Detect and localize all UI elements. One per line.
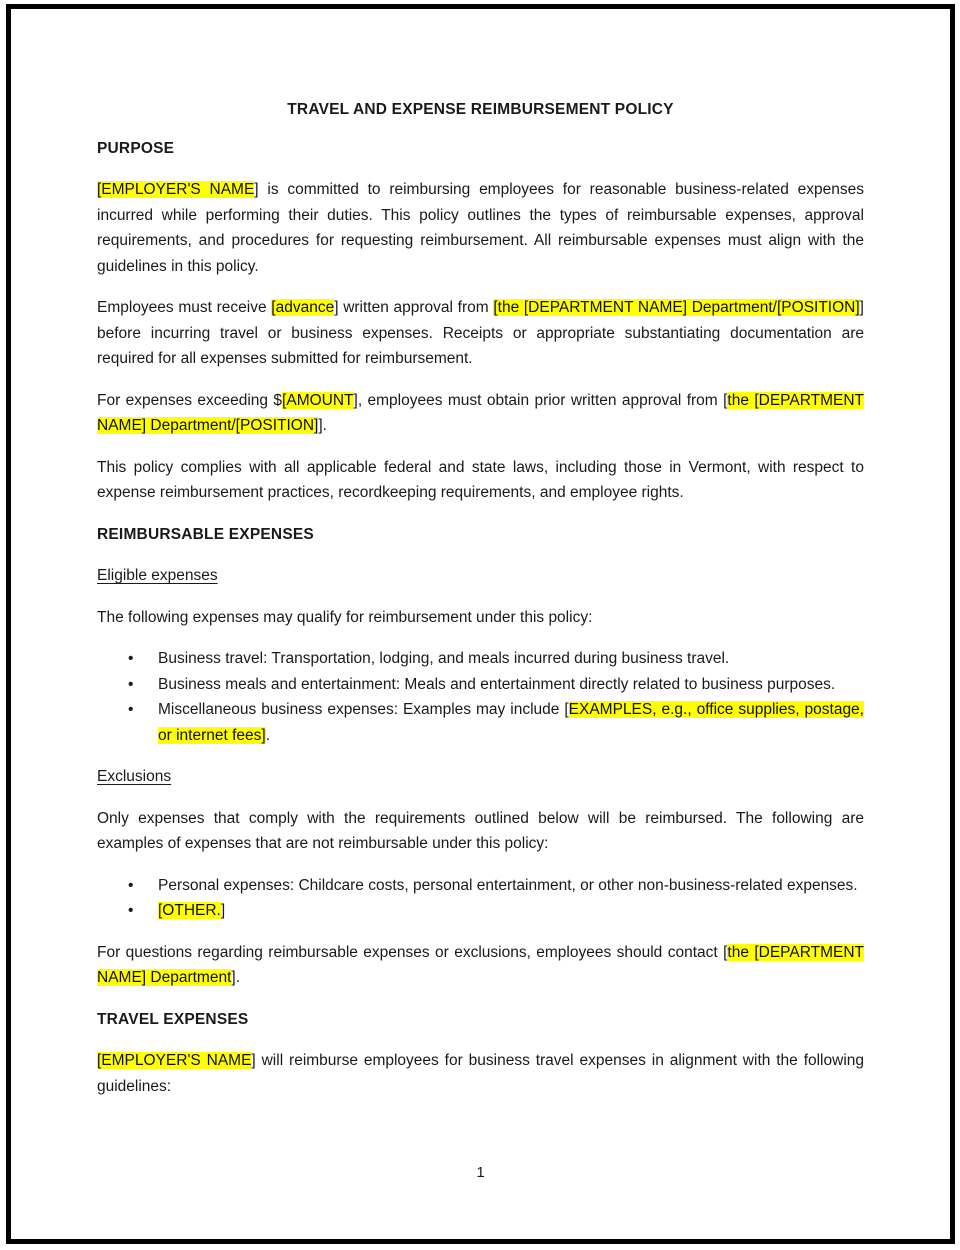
placeholder-highlight: [advance (271, 299, 335, 316)
list-item-text (158, 676, 835, 693)
text-run: Employees must receive (97, 299, 272, 316)
text-run: TRAVEL EXPENSES (97, 1010, 249, 1028)
paragraph (97, 388, 864, 439)
bullet-icon: • (128, 876, 134, 894)
text-run: ] is committed to reimbursing employees for reasonable business-related expenses incurred while performing their duties. This policy outlines the types of reimbursable expenses, approval requirements, and procedures for requesting reimbursement. All reimbursable expenses must align with the guidelines in this policy. (97, 181, 864, 275)
section-heading (97, 1007, 864, 1033)
text-run: Exclusions (97, 768, 172, 785)
text-run: For questions regarding reimbursable expenses or exclusions, employees should contact [ (97, 943, 728, 961)
bullet-list (97, 873, 864, 924)
paragraph (97, 455, 864, 506)
list-item-text (158, 650, 729, 667)
text-run: ] before incurring travel or business expenses. Receipts or appropriate substantiating documentation are required for all expenses submitted for reimbursement. (97, 299, 864, 367)
list-item-text (158, 877, 858, 894)
bullet-icon: • (128, 675, 134, 693)
document-title: TRAVEL AND EXPENSE REIMBURSEMENT POLICY (287, 101, 674, 118)
text-run: ]. (318, 417, 327, 434)
text-run: Business travel: Transportation, lodging, and meals incurred during business travel. (158, 650, 730, 667)
list-item (97, 697, 864, 748)
text-run: For expenses exceeding $ (97, 391, 283, 409)
list-item (97, 646, 864, 672)
list-item-text (158, 701, 864, 744)
text-run: ] (220, 902, 226, 919)
text-run: REIMBURSABLE EXPENSES (97, 525, 314, 543)
section-heading (97, 136, 864, 162)
placeholder-highlight: [the [DEPARTMENT NAME] Department/[POSITION] (493, 299, 860, 316)
list-item-text (158, 902, 225, 919)
text-run: ] written approval from (334, 299, 494, 316)
subsection-heading (97, 563, 864, 589)
list-item (97, 873, 864, 899)
paragraph (97, 940, 864, 991)
text-run: Only expenses that comply with the requirements outlined below will be reimbursed. The following are examples of expenses that are not reimbursable under this policy: (97, 809, 864, 852)
bullet-icon: • (128, 701, 134, 718)
bullet-list (97, 646, 864, 748)
section-heading (97, 522, 864, 548)
paragraph (97, 177, 864, 279)
paragraph (97, 806, 864, 857)
text-run: Personal expenses: Childcare costs, personal entertainment, or other non-business-related expenses. (158, 876, 858, 894)
text-run: Business meals and entertainment: Meals and entertainment directly related to business purposes. (158, 675, 836, 693)
paragraph (97, 605, 864, 631)
text-run: PURPOSE (97, 139, 175, 157)
text-run: . (265, 726, 271, 744)
placeholder-highlight: [EMPLOYER'S NAME (97, 181, 255, 198)
subsection-heading (97, 764, 864, 790)
placeholder-highlight: [EMPLOYER'S NAME (97, 1052, 252, 1069)
paragraph (97, 295, 864, 372)
list-item (97, 672, 864, 698)
document-body (97, 136, 864, 1100)
text-run: Eligible expenses (97, 567, 218, 584)
text-run: ], employees must obtain prior written approval from [ (353, 391, 728, 409)
text-run: The following expenses may qualify for reimbursement under this policy: (97, 608, 593, 626)
text-run: This policy complies with all applicable federal and state laws, including those in Vermont, with respect to expense reimbursement practices, recordkeeping requirements, and employee rights. (97, 458, 864, 501)
placeholder-highlight: [OTHER. (158, 902, 221, 919)
placeholder-highlight: [AMOUNT (282, 391, 354, 409)
paragraph (97, 1048, 864, 1099)
list-item (97, 898, 864, 924)
bullet-icon: • (128, 902, 134, 919)
placeholder-highlight: the [DEPARTMENT NAME] Department (97, 943, 864, 986)
page-border (6, 4, 955, 1244)
placeholder-highlight: the [DEPARTMENT NAME] Department/[POSITION] (97, 391, 864, 434)
bullet-icon: • (128, 650, 134, 667)
page-number: 1 (476, 1164, 485, 1181)
text-run: Miscellaneous business expenses: Examples may include [ (158, 701, 569, 718)
page-content (11, 9, 950, 1239)
placeholder-highlight: EXAMPLES, e.g., office supplies, postage, or internet fees] (158, 701, 864, 744)
text-run: ] will reimburse employees for business travel expenses in alignment with the following guidelines: (97, 1052, 865, 1095)
text-run: ]. (231, 969, 241, 986)
